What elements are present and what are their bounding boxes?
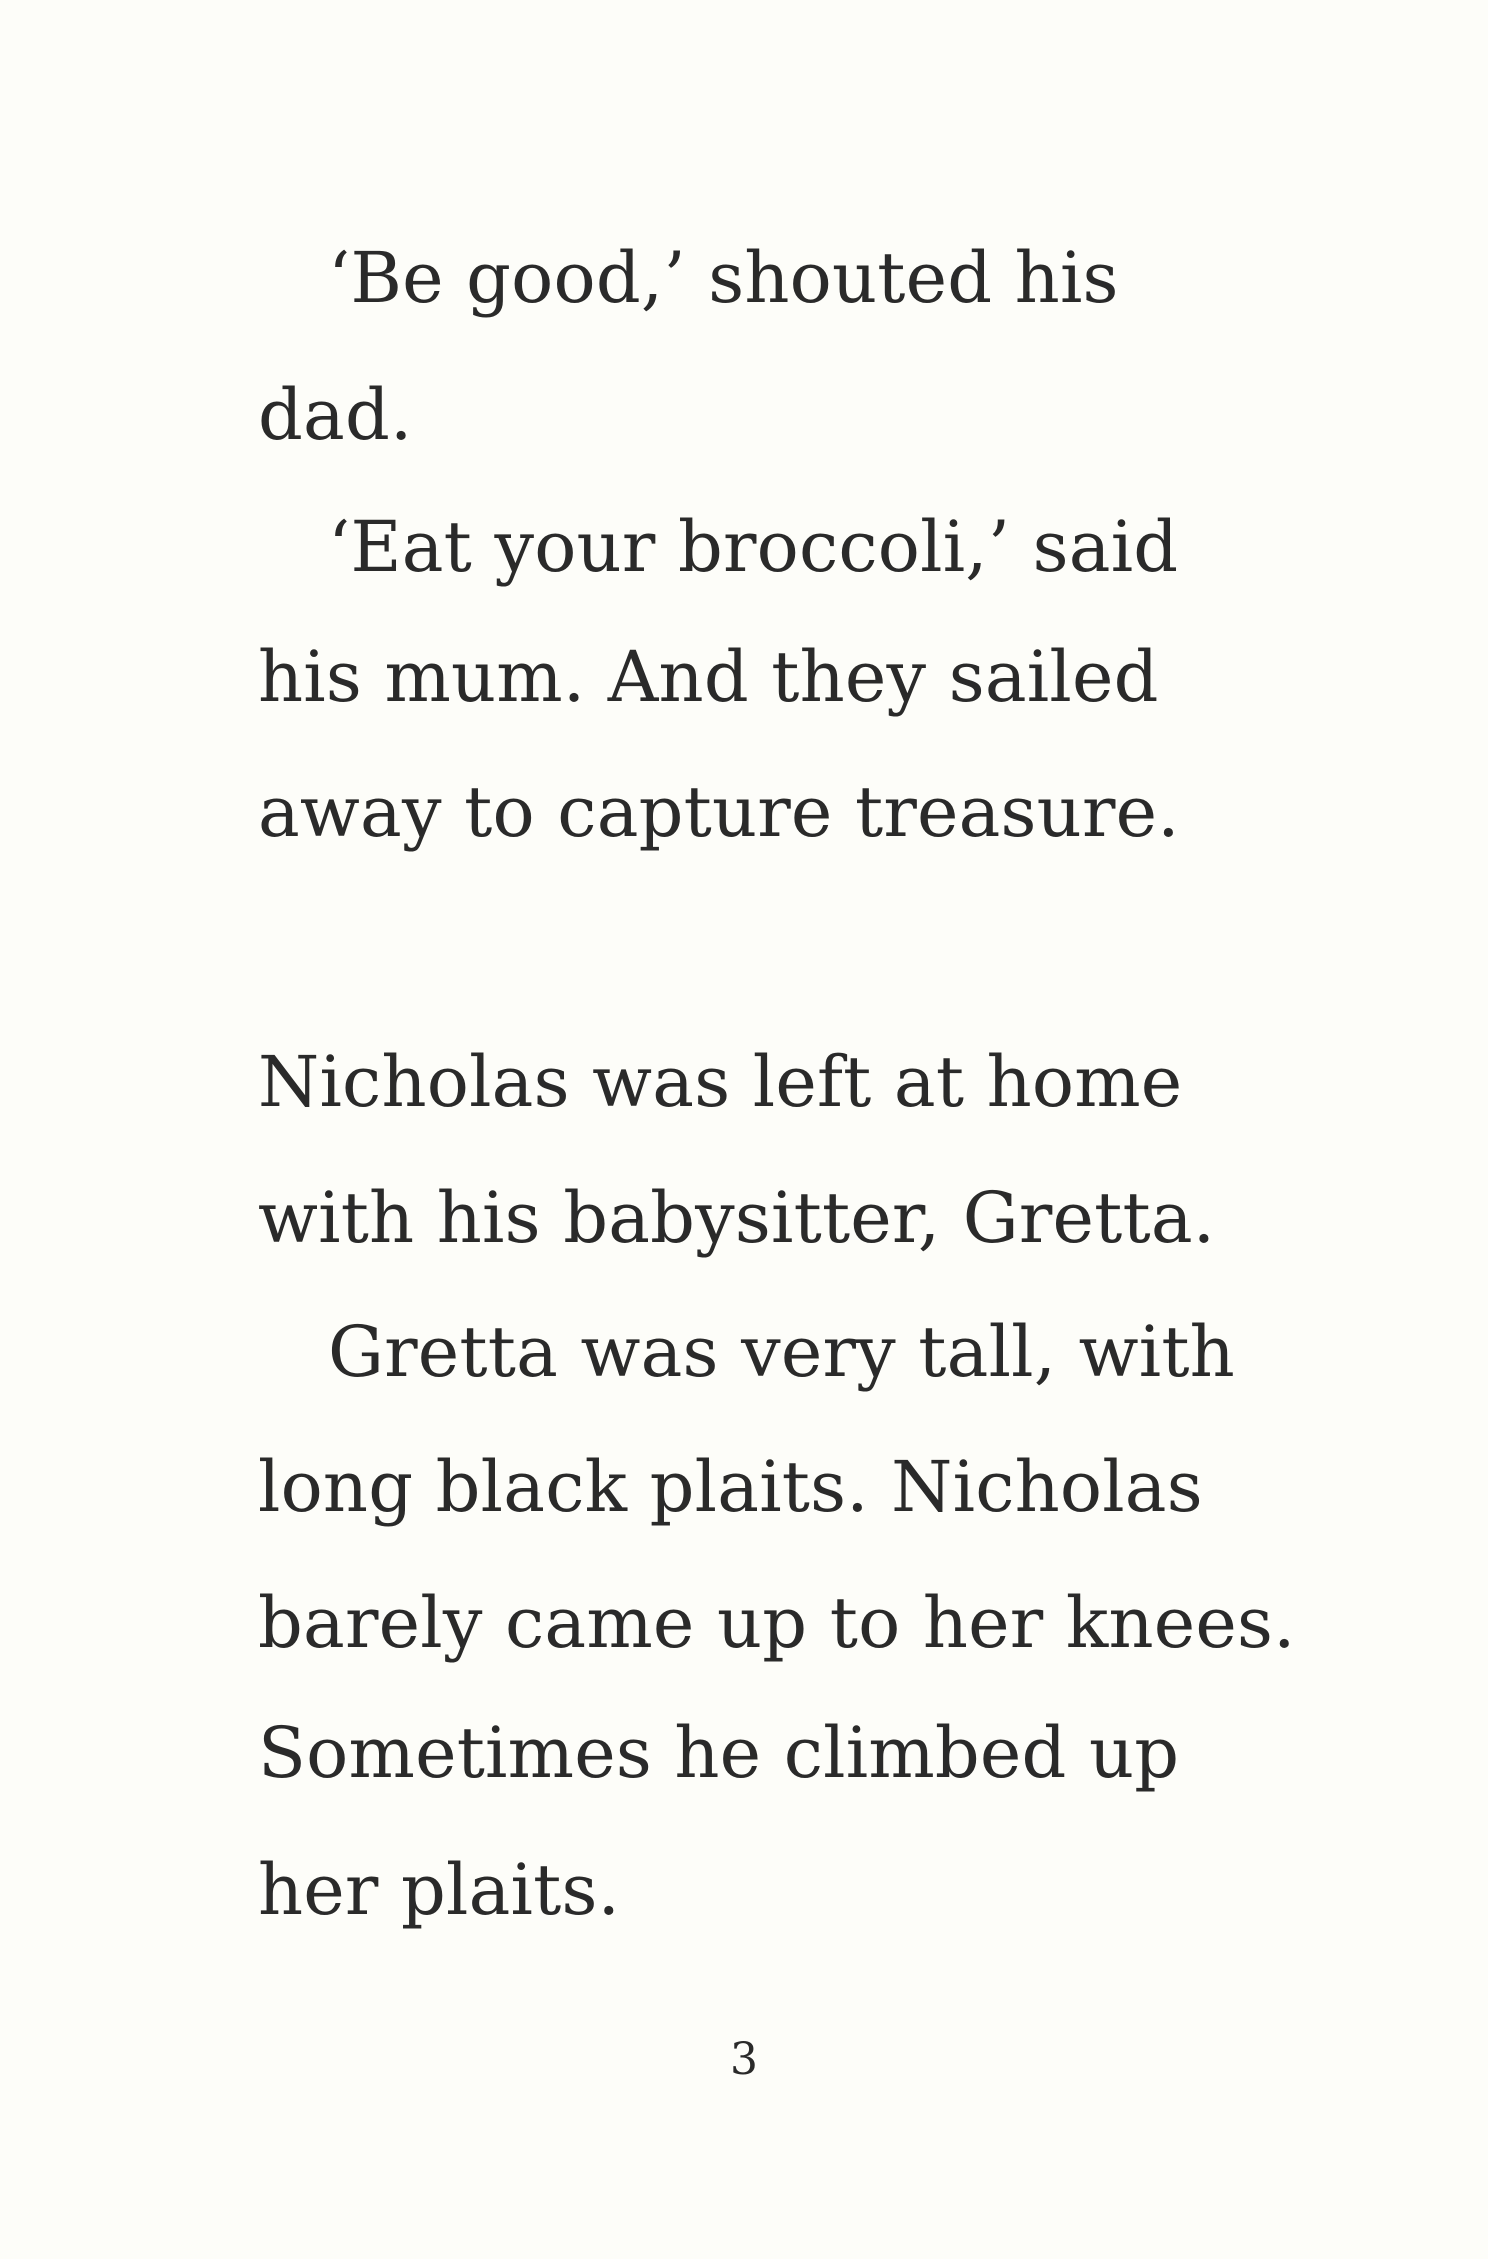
text-line: long black plaits. Nicholas [258, 1446, 1203, 1528]
text-line: his mum. And they sailed [258, 636, 1159, 718]
text-line: barely came up to her knees. [258, 1582, 1296, 1664]
text-line: away to capture treasure. [258, 771, 1180, 853]
text-line: with his babysitter, Gretta. [258, 1177, 1216, 1259]
text-line: Nicholas was left at home [258, 1041, 1183, 1123]
text-line: dad. [258, 374, 413, 456]
text-line: Gretta was very tall, with [328, 1311, 1235, 1393]
text-line: Sometimes he climbed up [258, 1712, 1180, 1794]
page-number: 3 [730, 2034, 758, 2085]
text-line: her plaits. [258, 1849, 621, 1931]
text-line: ‘Be good,’ shouted his [328, 237, 1119, 319]
text-line: ‘Eat your broccoli,’ said [328, 506, 1179, 588]
